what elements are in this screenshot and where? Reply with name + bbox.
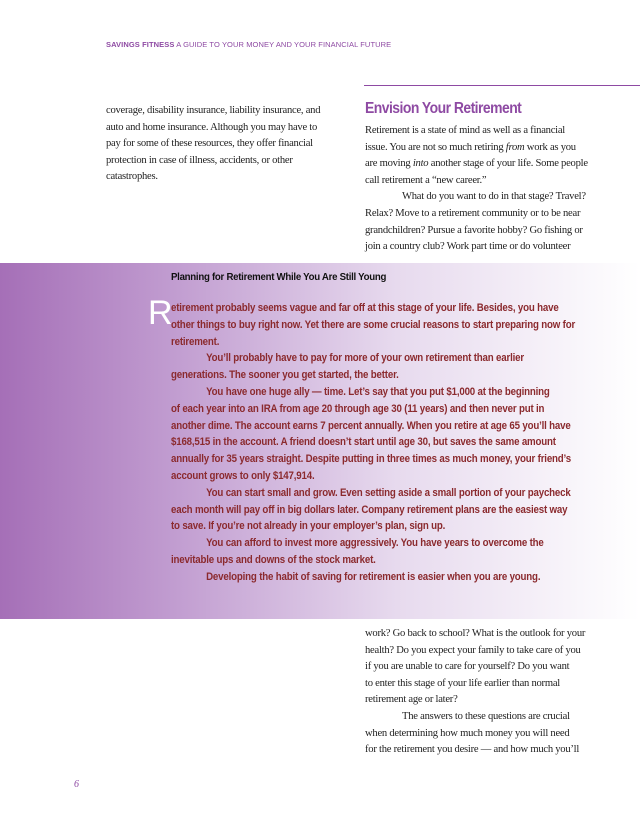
text-line: Retirement is a state of mind as well as a financial <box>365 125 565 136</box>
text-line: account grows to only $147,914. <box>171 469 315 482</box>
continued-body-text <box>365 626 615 759</box>
text-line: coverage, disability insurance, liability insurance, and <box>106 105 321 116</box>
text-line: to enter this stage of your life earlier than normal <box>365 677 560 689</box>
text-line: pay for some of these resources, they offer financial <box>106 138 313 150</box>
text-line: annually for 35 years straight. Despite putting in three times as much money, your friend’s <box>171 453 571 466</box>
text-line: to save. If you’re not already in your employer’s plan, sign up. <box>171 520 446 533</box>
text-line: etirement probably seems vague and far off at this stage of your life. Besides, you have <box>171 302 559 314</box>
text-line: retirement. <box>171 335 220 348</box>
text-line: join a country club? Work part time or do volunteer <box>365 241 571 253</box>
sidebar-title: Planning for Retirement While You Are Still Young <box>171 271 387 283</box>
section-body-text <box>365 123 615 256</box>
text-line: You’ll probably have to pay for more of your own retirement than earlier <box>206 352 524 365</box>
text-line: other things to buy right now. Yet there are some crucial reasons to start preparing now for <box>171 318 576 331</box>
text-line: Developing the habit of saving for retirement is easier when you are young. <box>206 570 541 583</box>
text-line: Relax? Move to a retirement community or to be near <box>365 207 581 219</box>
sidebar-dropcap: R <box>148 294 173 332</box>
text-line: You have one huge ally — time. Let’s say that you put $1,000 at the beginning <box>206 385 550 398</box>
text-line: generations. The sooner you get started, the better. <box>171 369 399 382</box>
text-line: work? Go back to school? What is the outlook for your <box>365 628 586 639</box>
text-line: $168,515 in the account. A friend doesn’t start until age 30, but saves the same amount <box>171 436 556 449</box>
text-line: auto and home insurance. Although you may have to <box>106 121 318 133</box>
text-line: You can afford to invest more aggressively. You have years to overcome the <box>206 537 544 550</box>
section-heading: Envision Your Retirement <box>365 100 522 117</box>
text-line: You can start small and grow. Even setting aside a small portion of your paycheck <box>206 486 571 499</box>
sidebar-body-text <box>171 300 640 586</box>
text-line: issue. You are not so much retiring from work as you <box>365 141 576 153</box>
running-header <box>106 40 391 49</box>
text-line: for the retirement you desire — and how much you’ll <box>365 744 580 756</box>
header-brand: SAVINGS FITNESS <box>106 40 175 49</box>
text-line: grandchildren? Pursue a favorite hobby? Go fishing or <box>365 224 583 236</box>
text-line: of each year into an IRA from age 20 through age 30 (11 years) and then never put in <box>171 402 545 415</box>
text-line: each month will pay off in big dollars later. Company retirement plans are the easiest way <box>171 503 568 516</box>
text-line: when determining how much money you will need <box>365 727 570 739</box>
text-line: What do you want to do in that stage? Travel? <box>402 191 586 203</box>
text-line: are moving into another stage of your life. Some people <box>365 158 588 170</box>
text-line: retirement age or later? <box>365 694 458 706</box>
text-line: inevitable ups and downs of the stock market. <box>171 553 376 566</box>
text-line: call retirement a “new career.” <box>365 174 487 186</box>
text-line: The answers to these questions are crucial <box>402 710 570 722</box>
text-line: catastrophes. <box>106 171 158 183</box>
text-line: health? Do you expect your family to take care of you <box>365 644 581 656</box>
text-line: protection in case of illness, accidents, or other <box>106 154 293 166</box>
text-line: if you are unable to care for yourself? Do you want <box>365 661 570 673</box>
left-column-text <box>106 103 352 186</box>
page-number: 6 <box>74 779 79 790</box>
header-subtitle: A GUIDE TO YOUR MONEY AND YOUR FINANCIAL FUTURE <box>174 40 392 49</box>
header-rule <box>364 85 640 86</box>
text-line: another dime. The account earns 7 percent annually. When you retire at age 65 you’ll have <box>171 419 571 432</box>
